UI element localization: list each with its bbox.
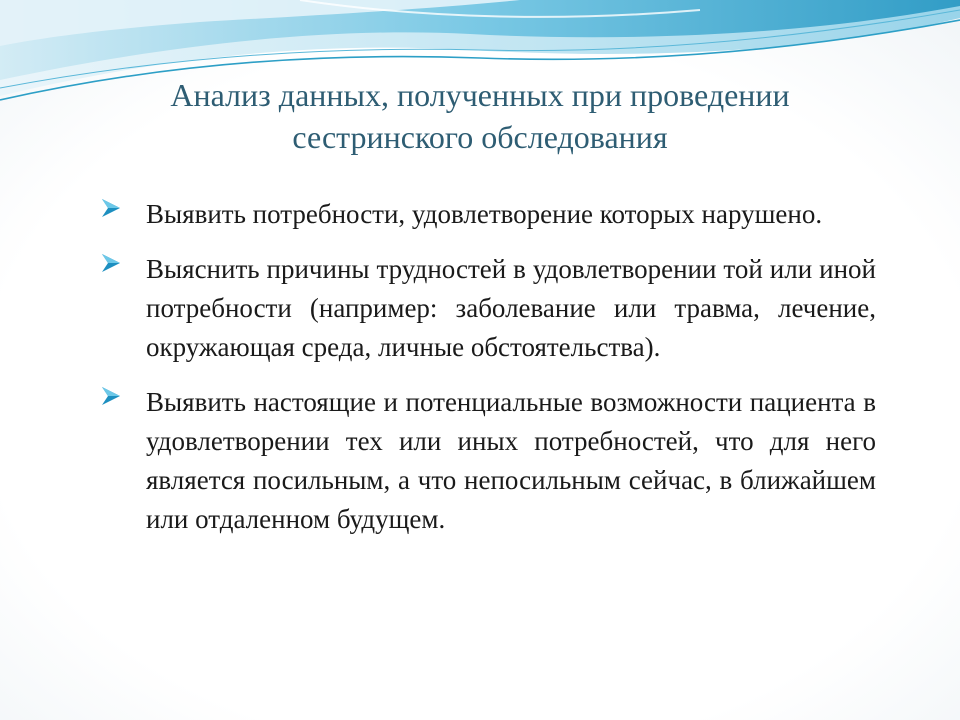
bullet-text: Выявить потребности, удовлетворение которых нарушено. [146, 199, 823, 229]
bullet-text: Выяснить причины трудностей в удовлетворении той или иной потребности (например: заболевание или травма, лечение, окружающая среда, личные обстоятельства). [146, 254, 876, 362]
arrowhead-bullet-icon [100, 197, 122, 219]
page-title [60, 74, 900, 158]
list-item [96, 383, 876, 539]
bullet-text: Выявить настоящие и потенциальные возможности пациента в удовлетворении тех или иных потребностей, что для него является посильным, а что непосильным сейчас, в ближайшем или отдаленном будущем. [146, 387, 876, 534]
list-item [96, 195, 876, 234]
bullet-list [96, 195, 876, 555]
list-item [96, 250, 876, 367]
title-line: сестринского обследования [292, 119, 668, 155]
title-line: Анализ данных, полученных при проведении [170, 77, 790, 113]
arrowhead-bullet-icon [100, 252, 122, 274]
arrowhead-bullet-icon [100, 385, 122, 407]
